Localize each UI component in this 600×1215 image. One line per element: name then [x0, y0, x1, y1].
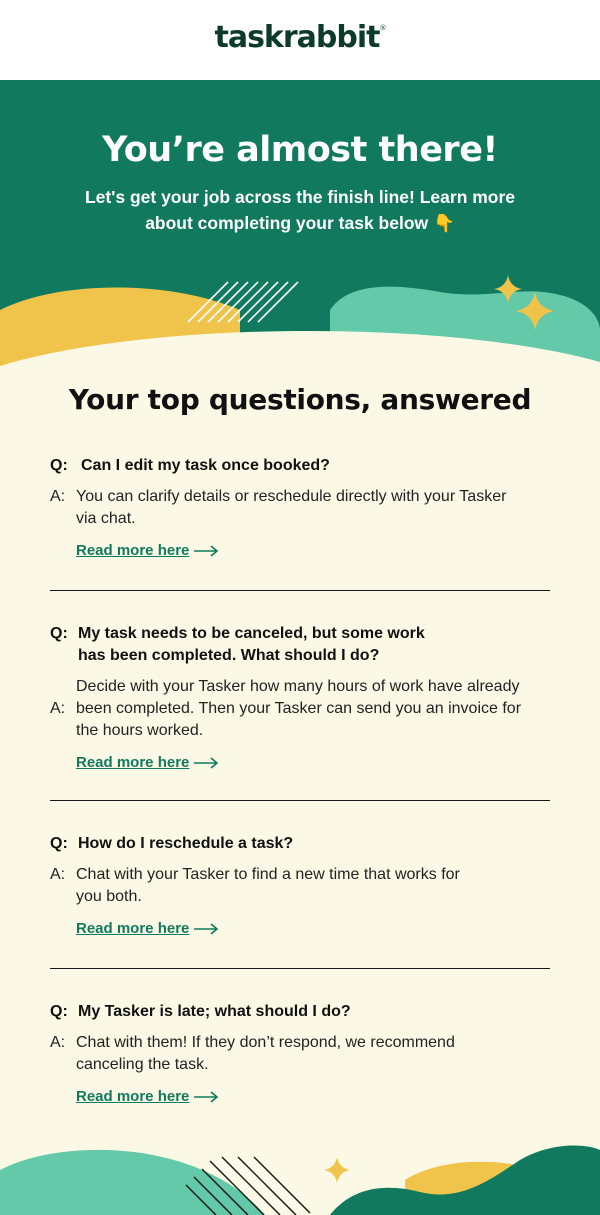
hero-title: You’re almost there!	[102, 130, 498, 170]
read-more-label: Read more here	[76, 1088, 190, 1105]
trademark-symbol: ®	[379, 24, 386, 32]
arrow-right-icon	[193, 1091, 219, 1103]
q-label: Q:	[50, 625, 68, 642]
faq-item	[50, 623, 550, 772]
arrow-right-icon	[193, 545, 219, 557]
hero-subtitle: Let's get your job across the finish line! Learn more about completing your task below 👇	[84, 187, 516, 233]
taskrabbit-logo[interactable]	[0, 20, 600, 55]
q-label: Q:	[50, 835, 68, 852]
answer-text: Chat with your Tasker to find a new time that works for you both.	[76, 866, 460, 905]
answer-text: Decide with your Tasker how many hours of work have already been completed. Then your Tasker can send you an invoice for the hours worked.	[76, 678, 522, 739]
a-label: A:	[50, 866, 66, 883]
faq-question	[50, 455, 550, 477]
arrow-right-icon	[193, 923, 219, 935]
read-more-label: Read more here	[76, 920, 190, 937]
read-more-link[interactable]	[76, 920, 219, 937]
faq-answer	[50, 676, 550, 742]
section-title: Your top questions, answered	[68, 383, 532, 416]
faq-answer	[50, 864, 550, 908]
faq-question	[50, 623, 550, 667]
hero-banner	[0, 80, 600, 370]
question-text: My Tasker is late; what should I do?	[78, 1003, 351, 1020]
q-label: Q:	[50, 1003, 68, 1020]
read-more-link[interactable]	[76, 542, 219, 559]
read-more-link[interactable]	[76, 1088, 219, 1105]
footer-wave-decoration	[0, 1130, 600, 1215]
question-text: Can I edit my task once booked?	[81, 457, 330, 474]
faq-answer	[50, 486, 550, 530]
faq-item	[50, 1001, 550, 1106]
answer-text: You can clarify details or reschedule directly with your Tasker via chat.	[76, 488, 507, 527]
question-text: How do I reschedule a task?	[78, 835, 294, 852]
sparkle-icon	[324, 1157, 350, 1183]
read-more-label: Read more here	[76, 754, 190, 771]
answer-text: Chat with them! If they don’t respond, we recommend canceling the task.	[76, 1034, 455, 1073]
faq-answer	[50, 1032, 550, 1076]
a-label: A:	[50, 488, 66, 505]
divider	[50, 968, 550, 969]
faq-question	[50, 1001, 550, 1023]
faq-question	[50, 833, 550, 855]
read-more-link[interactable]	[76, 754, 219, 771]
divider	[50, 800, 550, 801]
faq-item	[50, 455, 550, 560]
faq-item	[50, 833, 550, 938]
hero-wave-decoration	[0, 270, 600, 370]
question-text: My task needs to be canceled, but some work has been completed. What should I do?	[78, 625, 425, 664]
q-label: Q:	[50, 457, 68, 474]
header	[0, 0, 600, 80]
logo-text: taskrabbit	[214, 20, 380, 55]
read-more-label: Read more here	[76, 542, 190, 559]
arrow-right-icon	[193, 757, 219, 769]
a-label: A:	[50, 700, 66, 717]
divider	[50, 590, 550, 591]
a-label: A:	[50, 1034, 66, 1051]
